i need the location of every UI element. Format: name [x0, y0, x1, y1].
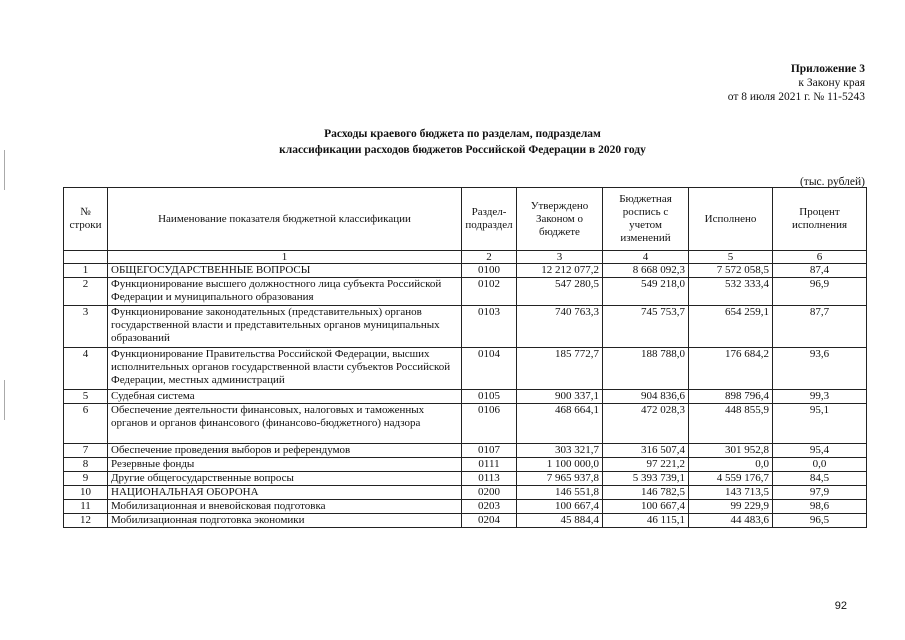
table-row	[64, 348, 867, 390]
row-percent: 95,1	[773, 404, 867, 444]
title-line-1: Расходы краевого бюджета по разделам, подразделам	[324, 128, 601, 140]
row-schedule: 549 218,0	[603, 278, 689, 306]
row-number: 4	[64, 348, 108, 390]
margin-mark	[4, 380, 5, 420]
col-number: 4	[603, 251, 689, 264]
table-row	[64, 404, 867, 444]
row-number: 8	[64, 458, 108, 472]
col-number: 3	[517, 251, 603, 264]
row-section-code: 0104	[462, 348, 517, 390]
table-row	[64, 486, 867, 500]
row-number: 1	[64, 264, 108, 278]
row-percent: 98,6	[773, 500, 867, 514]
col-number: 6	[773, 251, 867, 264]
row-approved: 45 884,4	[517, 514, 603, 528]
table-header-row	[64, 188, 867, 251]
row-number: 3	[64, 306, 108, 348]
col-header-executed: Исполнено	[689, 188, 773, 251]
row-number: 11	[64, 500, 108, 514]
row-executed: 44 483,6	[689, 514, 773, 528]
row-section-code: 0103	[462, 306, 517, 348]
row-schedule: 46 115,1	[603, 514, 689, 528]
row-name: Функционирование законодательных (представительных) органов государственной власти и представительных органов муниципальных образований	[108, 306, 462, 348]
row-name: ОБЩЕГОСУДАРСТВЕННЫЕ ВОПРОСЫ	[108, 264, 462, 278]
row-executed: 532 333,4	[689, 278, 773, 306]
row-percent: 87,4	[773, 264, 867, 278]
table-row	[64, 278, 867, 306]
row-name: Обеспечение проведения выборов и референдумов	[108, 444, 462, 458]
col-header-section: Раздел-подраздел	[462, 188, 517, 251]
row-approved: 468 664,1	[517, 404, 603, 444]
table-row	[64, 390, 867, 404]
row-schedule: 904 836,6	[603, 390, 689, 404]
row-approved: 1 100 000,0	[517, 458, 603, 472]
row-percent: 95,4	[773, 444, 867, 458]
title-line-2: классификации расходов бюджетов Российской Федерации в 2020 году	[279, 144, 646, 156]
page-number: 92	[834, 600, 847, 612]
row-approved: 146 551,8	[517, 486, 603, 500]
row-name: Функционирование высшего должностного лица субъекта Российской Федерации и муниципального образования	[108, 278, 462, 306]
row-name: Резервные фонды	[108, 458, 462, 472]
row-executed: 301 952,8	[689, 444, 773, 458]
col-header-percent: Процент исполнения	[773, 188, 867, 251]
row-schedule: 472 028,3	[603, 404, 689, 444]
row-section-code: 0107	[462, 444, 517, 458]
row-schedule: 8 668 092,3	[603, 264, 689, 278]
col-header-num: № строки	[64, 188, 108, 251]
row-section-code: 0106	[462, 404, 517, 444]
row-number: 2	[64, 278, 108, 306]
row-schedule: 188 788,0	[603, 348, 689, 390]
row-approved: 7 965 937,8	[517, 472, 603, 486]
row-percent: 96,5	[773, 514, 867, 528]
row-schedule: 97 221,2	[603, 458, 689, 472]
col-header-schedule: Бюджетная роспись с учетом изменений	[603, 188, 689, 251]
row-percent: 97,9	[773, 486, 867, 500]
row-number: 10	[64, 486, 108, 500]
row-section-code: 0111	[462, 458, 517, 472]
table-row	[64, 500, 867, 514]
table-row	[64, 458, 867, 472]
row-section-code: 0100	[462, 264, 517, 278]
document-title	[60, 126, 865, 158]
row-name: Обеспечение деятельности финансовых, налоговых и таможенных органов и органов финансового (финансово-бюджетного) надзора	[108, 404, 462, 444]
budget-table	[63, 187, 867, 528]
margin-mark	[4, 150, 5, 190]
row-executed: 99 229,9	[689, 500, 773, 514]
col-header-approved: Утверждено Законом о бюджете	[517, 188, 603, 251]
table-row	[64, 514, 867, 528]
row-section-code: 0204	[462, 514, 517, 528]
col-number: 2	[462, 251, 517, 264]
table-row	[64, 264, 867, 278]
row-percent: 0,0	[773, 458, 867, 472]
row-executed: 176 684,2	[689, 348, 773, 390]
row-number: 9	[64, 472, 108, 486]
row-section-code: 0200	[462, 486, 517, 500]
row-percent: 87,7	[773, 306, 867, 348]
row-section-code: 0102	[462, 278, 517, 306]
col-number: 1	[108, 251, 462, 264]
units-label: (тыс. рублей)	[799, 176, 865, 188]
col-number-empty	[64, 251, 108, 264]
row-percent: 96,9	[773, 278, 867, 306]
row-executed: 4 559 176,7	[689, 472, 773, 486]
row-approved: 547 280,5	[517, 278, 603, 306]
appendix-label: Приложение 3	[790, 63, 865, 75]
row-name: Функционирование Правительства Российской Федерации, высших исполнительных органов государственной власти субъектов Российской Федерации, местных администраций	[108, 348, 462, 390]
row-executed: 448 855,9	[689, 404, 773, 444]
row-number: 12	[64, 514, 108, 528]
row-approved: 12 212 077,2	[517, 264, 603, 278]
row-section-code: 0203	[462, 500, 517, 514]
row-approved: 740 763,3	[517, 306, 603, 348]
row-number: 5	[64, 390, 108, 404]
row-name: Судебная система	[108, 390, 462, 404]
col-header-name: Наименование показателя бюджетной классификации	[108, 188, 462, 251]
law-date: от 8 июля 2021 г. № 11-5243	[727, 91, 865, 103]
row-name: Мобилизационная подготовка экономики	[108, 514, 462, 528]
row-section-code: 0105	[462, 390, 517, 404]
row-approved: 185 772,7	[517, 348, 603, 390]
row-percent: 99,3	[773, 390, 867, 404]
row-executed: 143 713,5	[689, 486, 773, 500]
table-row	[64, 306, 867, 348]
row-schedule: 146 782,5	[603, 486, 689, 500]
row-approved: 900 337,1	[517, 390, 603, 404]
row-executed: 7 572 058,5	[689, 264, 773, 278]
row-approved: 100 667,4	[517, 500, 603, 514]
row-schedule: 316 507,4	[603, 444, 689, 458]
column-number-row	[64, 251, 867, 264]
row-percent: 93,6	[773, 348, 867, 390]
row-executed: 654 259,1	[689, 306, 773, 348]
row-section-code: 0113	[462, 472, 517, 486]
row-name: Мобилизационная и вневойсковая подготовка	[108, 500, 462, 514]
table-row	[64, 444, 867, 458]
appendix-header	[728, 62, 865, 104]
row-schedule: 5 393 739,1	[603, 472, 689, 486]
row-executed: 0,0	[689, 458, 773, 472]
row-number: 7	[64, 444, 108, 458]
col-number: 5	[689, 251, 773, 264]
table-row	[64, 472, 867, 486]
row-percent: 84,5	[773, 472, 867, 486]
row-approved: 303 321,7	[517, 444, 603, 458]
row-number: 6	[64, 404, 108, 444]
row-name: Другие общегосударственные вопросы	[108, 472, 462, 486]
row-schedule: 745 753,7	[603, 306, 689, 348]
row-executed: 898 796,4	[689, 390, 773, 404]
row-schedule: 100 667,4	[603, 500, 689, 514]
law-reference: к Закону края	[798, 77, 865, 89]
row-name: НАЦИОНАЛЬНАЯ ОБОРОНА	[108, 486, 462, 500]
